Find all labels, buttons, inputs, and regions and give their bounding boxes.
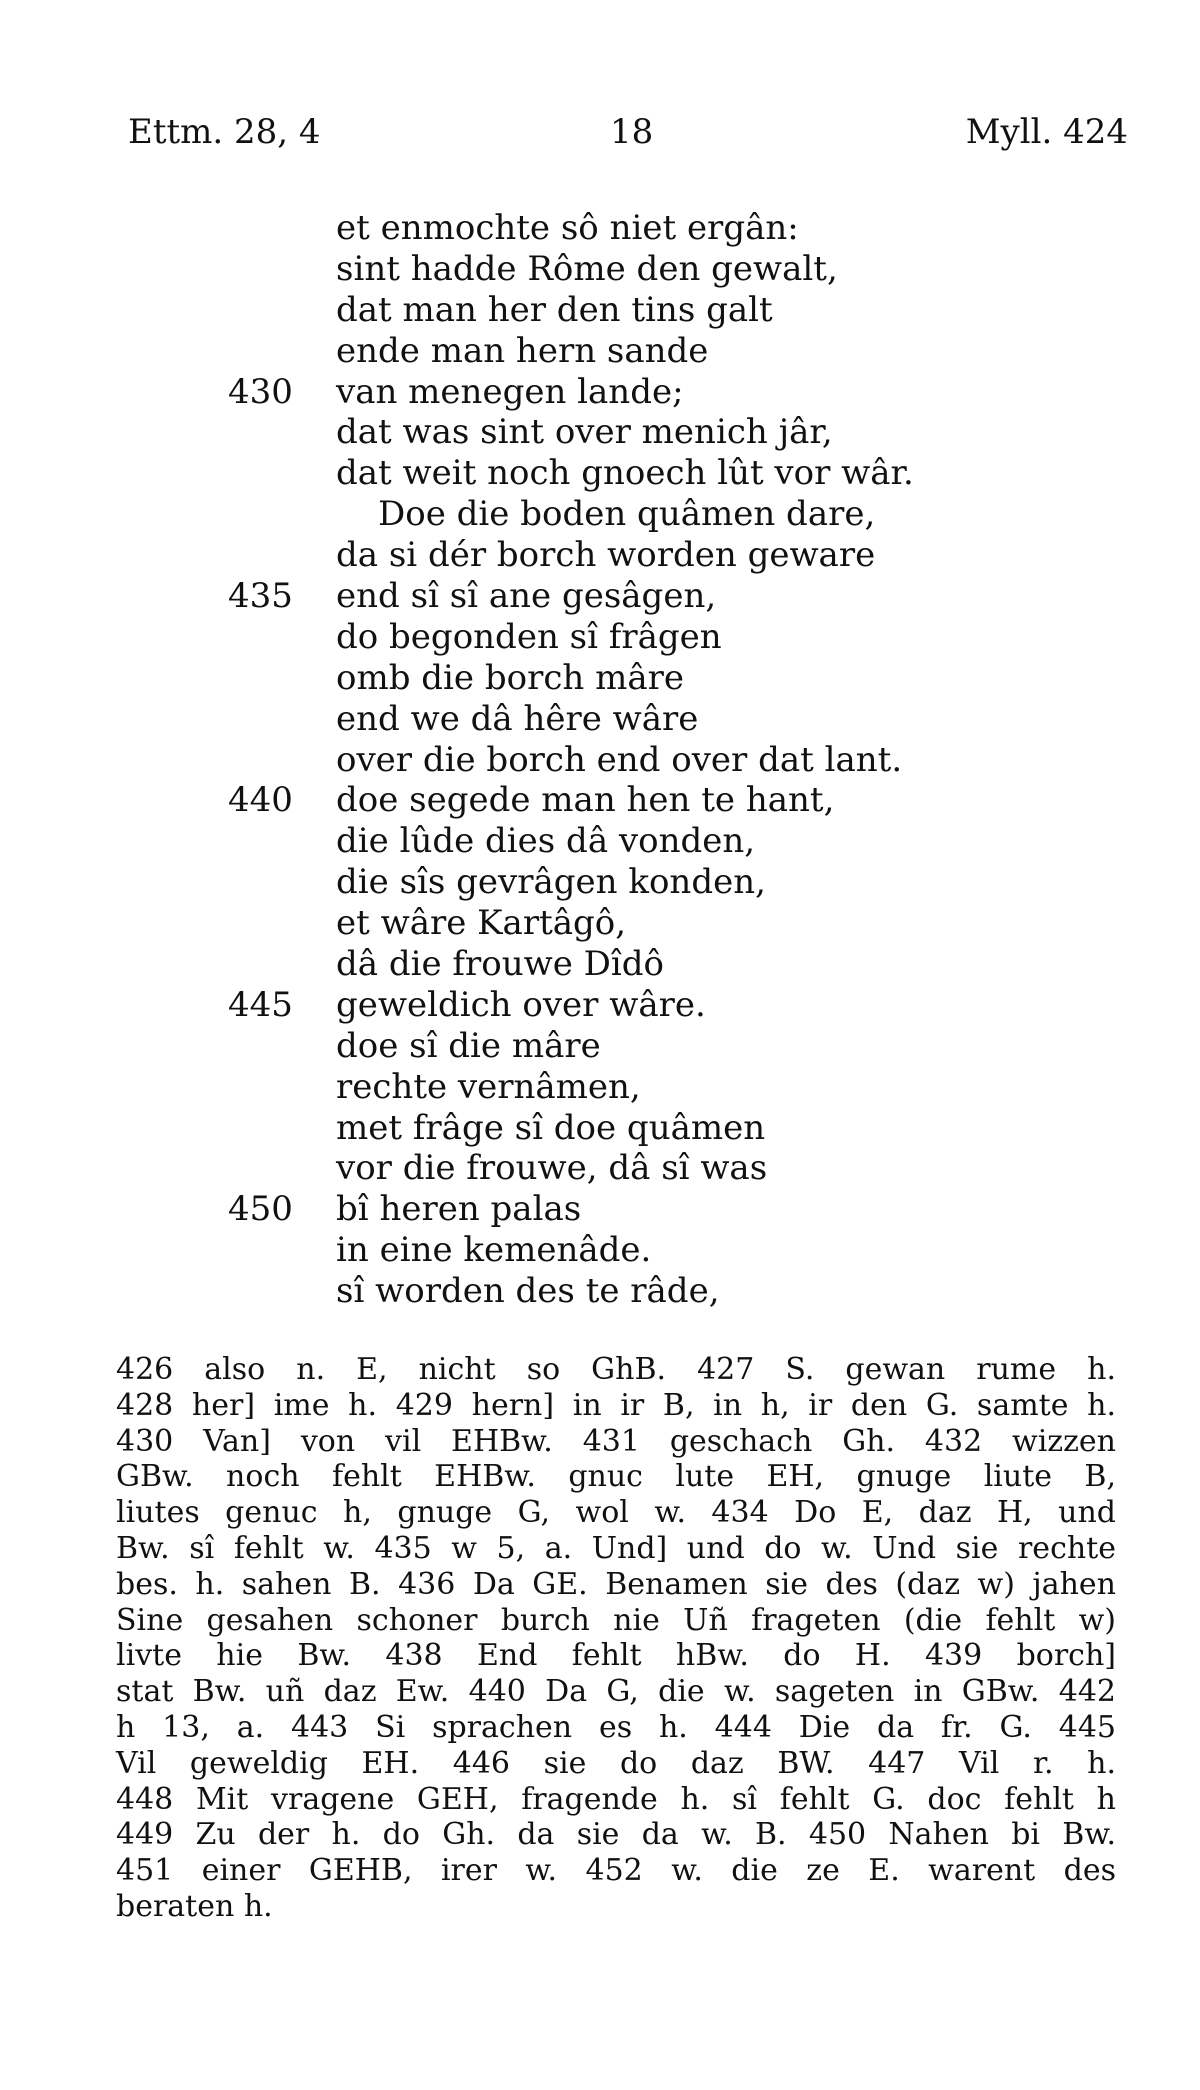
page-header [128,112,1128,162]
verse-line-text: Doe die boden quâmen dare, [378,494,876,535]
verse-line-text: dat weit noch gnoech lût vor wâr. [336,453,914,494]
verse-line-text: end sî sî ane gesâgen, [336,576,717,617]
verse-line-text: vor die frouwe, dâ sî was [336,1148,768,1189]
verse-line-text: et enmochte sô niet ergân: [336,208,799,248]
apparatus-line: 430 Van] von vil EHBw. 431 geschach Gh. 432 wizzen [116,1423,1116,1459]
verse-line-text: omb die borch mâre [336,657,684,698]
verse-line-text: die lûde dies dâ vonden, [336,821,756,862]
verse-line [0,576,1200,617]
verse-line [0,617,1200,658]
verse-line [0,249,1200,290]
page-number: 18 [610,112,654,152]
verse-line-number: 440 [228,780,293,821]
verse-line [0,1067,1200,1108]
header-left-reference: Ettm. 28, 4 [128,112,321,152]
verse-line-text: dat was sint over menich jâr, [336,412,833,453]
verse-line [0,494,1200,535]
verse-line [0,331,1200,372]
apparatus-line: beraten h. [116,1888,273,1924]
verse-line-text: end we dâ hêre wâre [336,698,699,739]
verse-line [0,1148,1200,1189]
header-right-reference: Myll. 424 [965,112,1128,152]
verse-line [0,412,1200,453]
verse-line-text: da si dér borch worden geware [336,535,876,576]
verse-line [0,1271,1200,1312]
verse-line [0,944,1200,985]
verse-line [0,658,1200,699]
apparatus-line: 448 Mit vragene GEH, fragende h. sî fehlt G. doc fehlt h [116,1781,1116,1817]
verse-line-number: 450 [228,1189,293,1230]
apparatus-line: 451 einer GEHB, irer w. 452 w. die ze E. warent des [116,1853,1116,1889]
verse-line [0,740,1200,781]
verse-line [0,821,1200,862]
verse-line [0,780,1200,821]
verse-line-text: do begonden sî frâgen [336,616,722,657]
verse-line-text: met frâge sî doe quâmen [336,1107,766,1148]
verse-line-text: ende man hern sande [336,330,709,371]
verse-line [0,1189,1200,1230]
verse-line [0,1108,1200,1149]
verse-line-text: die sîs gevrâgen konden, [336,862,766,903]
verse-line [0,208,1200,249]
verse-text-block [0,208,1200,1312]
verse-line [0,1026,1200,1067]
verse-line-text: dat man her den tins galt [336,289,773,330]
verse-line [0,453,1200,494]
apparatus-line: Bw. sî fehlt w. 435 w 5, a. Und] und do w. Und sie rechte [116,1530,1116,1566]
apparatus-line: Sine gesahen schoner burch nie Uñ frageten (die fehlt w) [116,1602,1116,1638]
apparatus-line: 426 also n. E, nicht so GhB. 427 S. gewan rume h. [116,1352,1116,1387]
verse-line [0,535,1200,576]
apparatus-line: 449 Zu der h. do Gh. da sie da w. B. 450 Nahen bi Bw. [116,1817,1116,1853]
verse-line [0,903,1200,944]
verse-line-text: et wâre Kartâgô, [336,903,627,944]
verse-line-text: over die borch end over dat lant. [336,739,903,780]
apparatus-line: GBw. noch fehlt EHBw. gnuc lute EH, gnuge liute B, [116,1459,1116,1495]
verse-line [0,290,1200,331]
verse-line-text: sî worden des te râde, [336,1271,720,1312]
apparatus-line: bes. h. sahen B. 436 Da GE. Benamen sie des (daz w) jahen [116,1566,1116,1602]
verse-line [0,699,1200,740]
verse-line-text: dâ die frouwe Dîdô [336,944,665,985]
critical-apparatus [116,1352,1116,1925]
verse-line [0,372,1200,413]
verse-line-text: in eine kemenâde. [336,1230,652,1271]
apparatus-line: liutes genuc h, gnuge G, wol w. 434 Do E, daz H, und [116,1495,1116,1531]
apparatus-line: Vil geweldig EH. 446 sie do daz BW. 447 Vil r. h. [116,1745,1116,1781]
verse-line-text: bî heren palas [336,1189,582,1230]
verse-line [0,985,1200,1026]
verse-line-text: geweldich over wâre. [336,984,706,1025]
apparatus-line: h 13, a. 443 Si sprachen es h. 444 Die da fr. G. 445 [116,1709,1116,1745]
verse-line [0,1230,1200,1271]
verse-line-text: sint hadde Rôme den gewalt, [336,248,838,289]
apparatus-line: stat Bw. uñ daz Ew. 440 Da G, die w. sageten in GBw. 442 [116,1674,1116,1710]
verse-line-text: doe segede man hen te hant, [336,780,835,821]
verse-line-number: 430 [228,371,293,412]
verse-line-text: rechte vernâmen, [336,1066,641,1107]
apparatus-line: 428 her] ime h. 429 hern] in ir B, in h, ir den G. samte h. [116,1387,1116,1423]
apparatus-line: livte hie Bw. 438 End fehlt hBw. do H. 439 borch] [116,1638,1116,1674]
verse-line-text: doe sî die mâre [336,1025,601,1066]
verse-line-number: 445 [228,984,293,1025]
verse-line-number: 435 [228,576,293,617]
verse-line-text: van menegen lande; [336,371,684,412]
verse-line [0,862,1200,903]
